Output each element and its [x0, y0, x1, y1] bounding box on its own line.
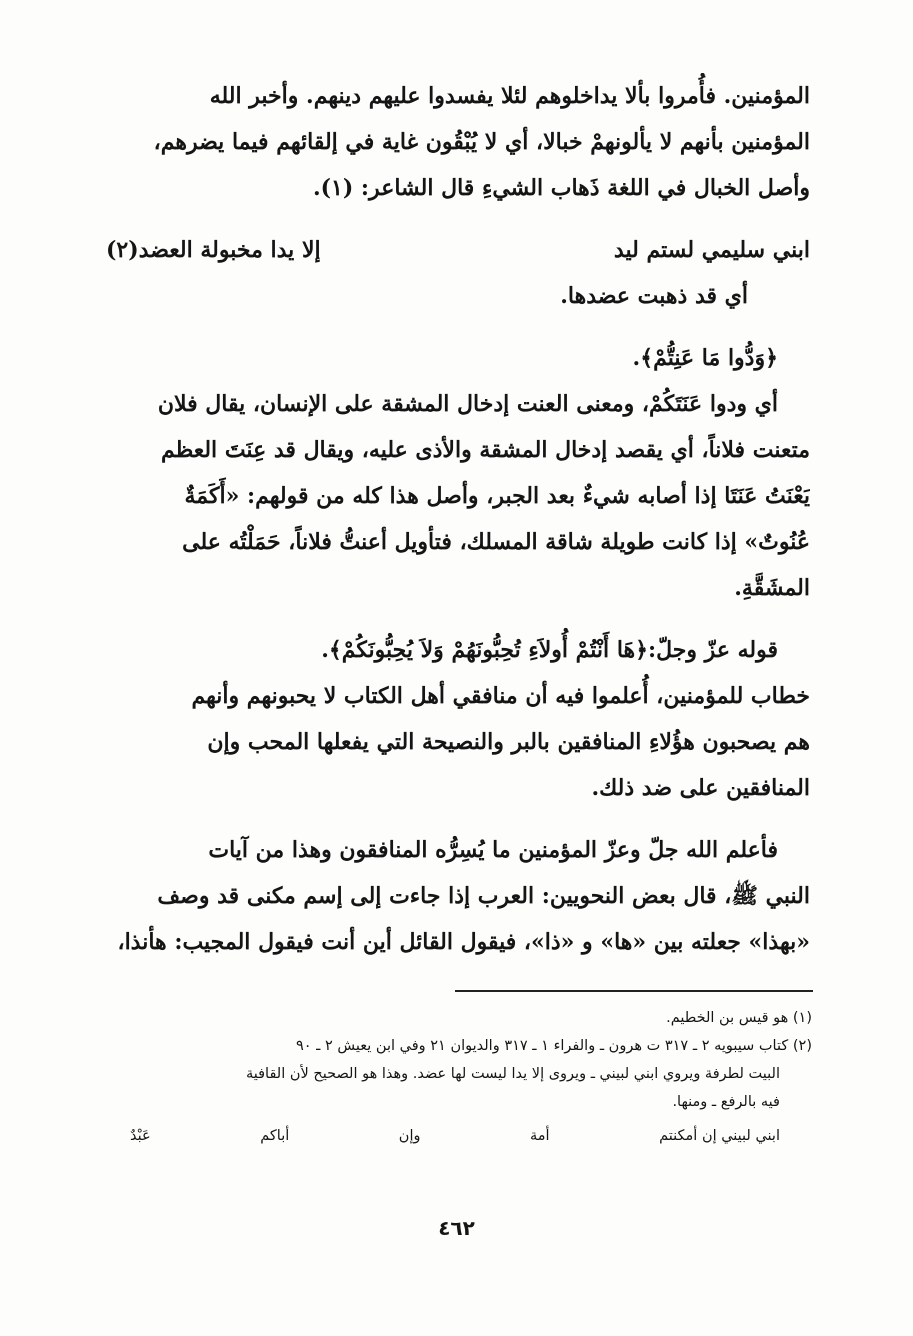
text-line: هم يصحبون هؤُلاءِ المنافقين بالبر والنصيحة التي يفعلها المحب وإن — [207, 729, 810, 755]
verse-word: أمة — [530, 1128, 550, 1144]
text-line: المؤمنين. فأُمروا بألا يداخلوهم لئلا يفسدوا عليهم دينهم. وأخبر الله — [209, 83, 810, 109]
text-line: المشَقَّةِ. — [734, 575, 810, 601]
verse-word: وإن — [398, 1128, 421, 1144]
text-line: خطاب للمؤمنين، أُعلموا فيه أن منافقي أهل الكتاب لا يحبونهم وأنهم — [191, 683, 810, 709]
footnote-verse — [100, 1116, 812, 1152]
text-line: متعنت فلاناً، أي يقصد إدخال المشقة والأذى عليه، ويقال قد عِنَتَ العظم — [161, 437, 810, 463]
text-line: النبي ﷺ، قال بعض النحويين: العرب إذا جاءت إلى إسم مكنى قد وصف — [157, 883, 810, 909]
text-line: وأصل الخبال في اللغة ذَهاب الشيءِ قال الشاعر: (١). — [312, 175, 810, 201]
verse-gloss: أي قد ذهبت عضدها. — [560, 283, 748, 309]
verse-first-hemistich: ابني سليمي لستم ليد — [613, 237, 810, 263]
text-line: المؤمنين بأنهم لا يألونهمْ خبالا، أي لا يُبْقُون غاية في إلقائهم فيما يضرهم، — [153, 129, 810, 155]
verse-word: عَبْدٌ — [130, 1128, 151, 1144]
text-line: «بهذا» جعلته بين «ها» و «ذا»، فيقول القائل أين أنت فيقول المجيب: هأنذا، — [117, 929, 810, 955]
poetry-verse — [100, 227, 810, 273]
text-line: المنافقين على ضد ذلك. — [591, 775, 810, 801]
text-line: عُنُوتٌ» إذا كانت طويلة شاقة المسلك، فتأويل أعنتُّ فلاناً، حَمَلْتُه على — [182, 529, 810, 555]
quran-quote: ﴿وَدُّوا مَا عَنِتُّمْ﴾. — [632, 345, 778, 371]
verse-word: ابني لبيني إن أمكنتم — [659, 1128, 780, 1144]
verse-second-hemistich: إلا يدا مخبولة العضد(٢) — [106, 237, 321, 263]
footnote-2-line: فيه بالرفع ـ ومنها. — [672, 1094, 780, 1110]
quran-quote: قوله عزّ وجلّ:﴿هَا أَنْتُمْ أُولاَءِ تُحِبُّونَهُمْ وَلاَ يُحِبُّونَكُمْ﴾. — [321, 637, 778, 663]
page-number: ٤٦٢ — [438, 1216, 475, 1240]
footnote-separator — [455, 990, 813, 992]
footnote-2-line: البيت لطرفة ويروي ابني لبيني ـ ويروى إلا يدا ليست لها عضد. وهذا هو الصحيح لأن القافية — [245, 1066, 780, 1082]
main-text — [100, 73, 810, 965]
text-line: يَعْنَتُ عَنَتَا إذا أصابه شيءٌ بعد الجبر، وأصل هذا كله من قولهم: «أَكَمَةٌ — [184, 483, 810, 509]
footnotes — [100, 1004, 812, 1152]
text-line: فأعلم الله جلّ وعزّ المؤمنين ما يُسِرُّه المنافقون وهذا من آيات — [208, 837, 778, 863]
footnote-1: (١) هو قيس بن الخطيم. — [666, 1010, 812, 1026]
text-line: أي ودوا عَنَتَكُمْ، ومعنى العنت إدخال المشقة على الإنسان، يقال فلان — [157, 391, 778, 417]
footnote-2: (٢) كتاب سيبويه ٢ ـ ٣١٧ ت هرون ـ والفراء ١ ـ ٣١٧ والديوان ٢١ وفي ابن يعيش ٢ ـ ٩٠ — [295, 1038, 812, 1054]
verse-word: أباكم — [260, 1128, 290, 1144]
